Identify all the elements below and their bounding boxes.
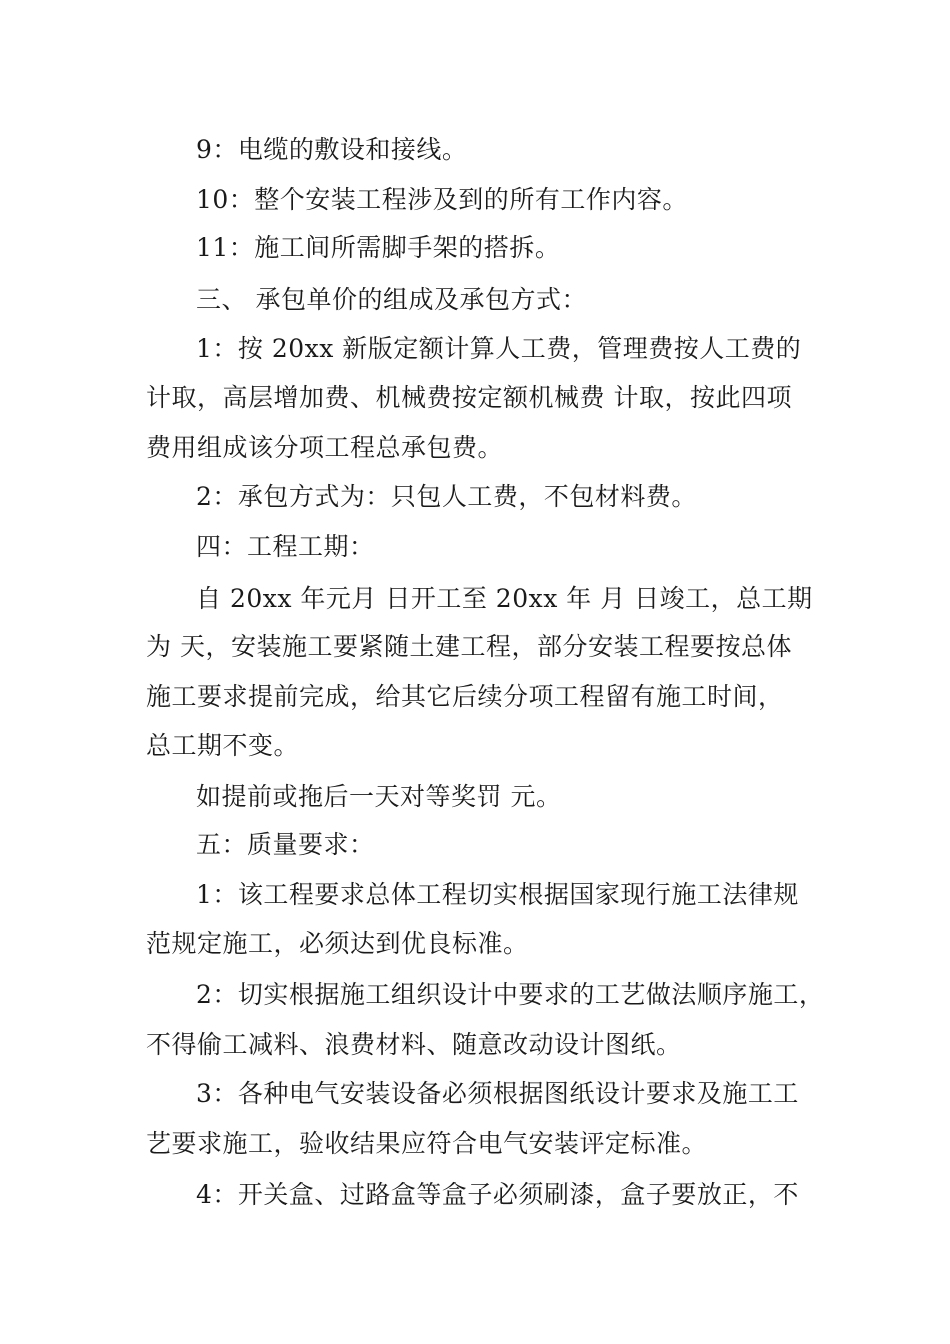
text-line: 3：各种电气安装设备必须根据图纸设计要求及施工工 (196, 1079, 799, 1108)
text-line: 艺要求施工，验收结果应符合电气安装评定标准。 (146, 1129, 708, 1158)
text-line: 总工期不变。 (146, 731, 300, 760)
text-line: 范规定施工，必须达到优良标准。 (146, 929, 529, 958)
text-line: 施工要求提前完成，给其它后续分项工程留有施工时间， (146, 682, 784, 711)
text-line: 2：切实根据施工组织设计中要求的工艺做法顺序施工， (196, 980, 825, 1009)
text-line: 计取，高层增加费、机械费按定额机械费 计取，按此四项 (146, 383, 792, 412)
text-line: 1：该工程要求总体工程切实根据国家现行施工法律规 (196, 880, 799, 909)
text-line: 自 20xx 年元月 日开工至 20xx 年 月 日竣工，总工期 (196, 584, 813, 613)
section-heading: 四：工程工期： (196, 532, 375, 561)
text-line: 9：电缆的敷设和接线。 (196, 135, 468, 164)
text-line: 不得偷工减料、浪费材料、随意改动设计图纸。 (146, 1030, 682, 1059)
section-heading: 五：质量要求： (196, 830, 375, 859)
text-line: 10：整个安装工程涉及到的所有工作内容。 (196, 185, 688, 214)
text-line: 11：施工间所需脚手架的搭拆。 (196, 233, 561, 262)
text-line: 费用组成该分项工程总承包费。 (146, 433, 504, 462)
text-line: 4：开关盒、过路盒等盒子必须刷漆，盒子要放正，不 (196, 1180, 799, 1209)
section-heading: 三、 承包单价的组成及承包方式： (196, 285, 587, 314)
text-line: 如提前或拖后一天对等奖罚 元。 (196, 782, 562, 811)
text-line: 1：按 20xx 新版定额计算人工费，管理费按人工费的 (196, 334, 802, 363)
text-line: 2：承包方式为：只包人工费，不包材料费。 (196, 482, 697, 511)
text-line: 为 天，安装施工要紧随土建工程，部分安装工程要按总体 (146, 632, 792, 661)
